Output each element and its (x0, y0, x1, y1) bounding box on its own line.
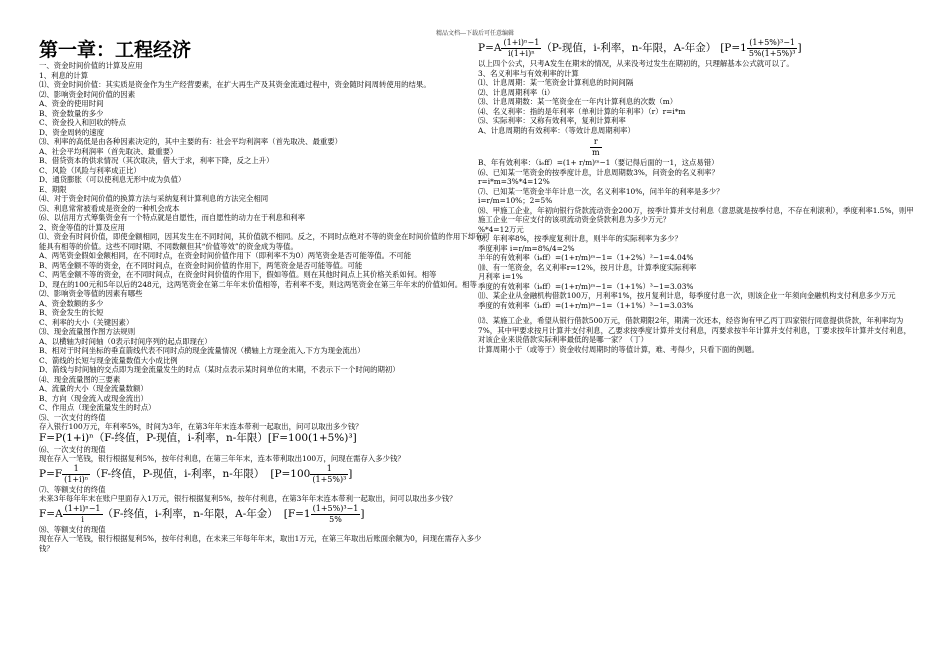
formula-fraction (62, 464, 90, 485)
text-line: C、利率的大小（关键因素） (39, 317, 134, 327)
section-heading: ⑺、等额支付的终值 (39, 484, 106, 494)
text-line: 季度利率 i=r/m=8%/4=2% (478, 243, 575, 253)
text-line: 计算周期小于（或等于）资金收付周期时的等值计算，难、考得少，只看下面的例题。 (478, 344, 759, 354)
text-line: 1、利息的计算 (39, 70, 89, 80)
text-line: i=r/m=10%；2=5% (478, 196, 553, 205)
fraction-denominator: m (592, 148, 600, 157)
text-line: B、借贷资本的供求情况（其次取决，借大于求，利率下降，反之上升） (39, 156, 274, 165)
text-line: ⑷、现金流量图的三要素 (39, 374, 121, 384)
formula-label: F=A (39, 507, 63, 520)
formula-annuity-present (478, 38, 918, 59)
formula-example-prefix: [P=1 (720, 42, 747, 54)
text-line: ⑷、名义利率：指的是年利率（单利计算的年利率）（r）r=i*m (478, 106, 686, 116)
text-line: ⑾、某企业从金融机构借款100万，月利率1%，按月复利计息，每季度付息一次，则该企业一年须向金融机构支付利息多少万元 (478, 291, 896, 300)
text-line: 一、资金时间价值的计算及应用 (39, 61, 143, 70)
example-fraction (747, 38, 798, 59)
left-column (39, 38, 491, 553)
fraction-denominator: i(1+i)ⁿ (501, 48, 541, 59)
text-line: ⑹、以信用方式筹集资金有一个特点就是自愿性，而自愿性的动力在于利息和利率 (39, 213, 306, 222)
text-line: ⑵、影响资金时间价值的因素 (39, 89, 136, 99)
formula-fraction (63, 504, 103, 525)
text-line: %*4=12万元 (478, 224, 524, 234)
text-line: ⑿、某施工企业，希望从银行借款500万元，借款期限2年，期满一次还本，经咨询有甲乙丙丁四家银行同意提供贷款，年利率均为7%，其中甲要求按月计算并支付利息，乙要求按季度计算并支付利息，丙要求按半年计算并支付利息，丁要求按年计算并支付利息，对该企业来说借款实际利率最低的是哪一家？（丁） (478, 316, 911, 344)
text-line: ⑷、对于资金时间价值的换算方法与采纳复利计算利息的方法完全相同 (39, 194, 269, 203)
fraction-numerator: 1 (73, 463, 79, 473)
fraction-numerator: (1+5%)³−1 (749, 38, 796, 47)
text-line: B、相对于时间坐标的垂直箭线代表不同时点的现金流量情况（横轴上方现金流入,下方为现金流出） (39, 346, 365, 355)
formula-label: P=A (478, 42, 502, 54)
text-line: 现在存入一笔钱，银行根据复利5%，按年付利息，在未来三年每年年末，取出1万元，在第三年取出后账面余额为0，问现在需存入多少钱？ (39, 534, 482, 553)
text-line: C、风险（风险与利率成正比） (39, 165, 141, 175)
right-column (478, 38, 918, 354)
formula-example-suffix: ] (360, 507, 365, 520)
text-line: E、期限 (39, 184, 67, 194)
text-line: B、年有效利率：（iₑff）=(1+ r/m)ᵐ−1（要记得后面的一1，这点易错） (478, 158, 719, 167)
formula-example-suffix: ] (797, 42, 802, 54)
example-fraction (310, 464, 348, 485)
example-fraction (311, 504, 361, 525)
text-line: 半年的有效利率（iₑff）=(1+r/m)ᵐ−1=（1+2%）²−1=4.04% (478, 253, 694, 262)
text-line: ⑽、有一笔资金，名义利率r=12%，按月计息，计算季度实际利率 (478, 262, 697, 272)
fraction-denominator: 5% (311, 514, 361, 525)
text-line: B、方向（现金流入或现金流出） (39, 393, 148, 403)
formula-annuity-future (39, 504, 491, 525)
fraction-denominator: (1+i)ⁿ (64, 474, 89, 484)
text-line: ⑼、年利率8%，按季度复利计息，则半年的实际利率为多少？ (478, 234, 682, 243)
text-line: C、两笔金额不等的资金，在不同时间点，在资金时间价值的作用下，假如等值。则在其他时间点上其价格关系如何。相等 (39, 270, 437, 279)
fraction-numerator: r (593, 137, 598, 146)
text-line: r=i*m=3%*4=12% (478, 177, 550, 186)
formula-example-prefix: [F=1 (283, 507, 311, 520)
formula-note: （F-终值，i-利率，n-年限，A-年金） (102, 507, 278, 520)
text-line: A、以横轴为时间轴（0表示时间序列的起点即现在） (39, 336, 212, 346)
text-line: ⑹、已知某一笔资金的按季度计息，计息周期数3%，问资金的名义利率？ (478, 167, 719, 177)
text-line: A、计息周期的有效利率：（等效计息周期利率） (478, 125, 635, 135)
text-line: 未来3年每年年末在账户里面存入1万元，银行根据复利5%，按年付利息，在第3年年末连本带利一起取出，问可以取出多少钱？ (39, 494, 457, 503)
text-line: ⑵、影响资金等值的因素有哪些 (39, 289, 143, 298)
text-line: C、箭线的长短与现金流量数值大小成比例 (39, 355, 178, 365)
text-line: A、两笔资金假如金额相同，在不同时点，在资金时间价值作用下（即利率不为0）两笔资金是否可能等值。不可能 (39, 251, 412, 260)
text-line: ⑴、计息周期：某一笔资金计算利息的时间间隔 (478, 78, 634, 87)
text-line: ⑵、计息周期利率（i） (478, 87, 555, 97)
text-line: B、两笔金额不等的资金，在不同时间点，在资金时间价值的作用下，两笔资金是否可能等值。可能 (39, 260, 363, 270)
text-line: A、流量的大小（现金流量数额） (39, 384, 148, 393)
section-heading: ⑹、一次支付的现值 (39, 444, 106, 454)
text-line: ⑺、已知某一笔资金半年计息一次，名义利率10%，问半年的利率是多少？ (478, 186, 724, 196)
formula-label: P=F (39, 467, 63, 480)
fraction-numerator: (1+5%)³−1 (312, 503, 359, 513)
text-line: 存入银行100万元，年利率5%，时间为3年，在第3年年末连本带利一起取出，问可以取出多少钱？ (39, 422, 363, 431)
text-line: ⑻、甲施工企业，年初向银行贷款流动资金200万，按季计算并支付利息（意思就是按季付息，不存在利滚利），季度利率1.5%，则甲施工企业一年应支付的该项流动资金贷款利息为多少万元？ (478, 205, 914, 224)
page-title: 第一章：工程经济 (39, 39, 192, 61)
text-line: ⑶、计息周期数：某一笔资金在一年内计算利息的次数（m） (478, 97, 678, 106)
text-line: A、资金数额的多少 (39, 298, 104, 308)
fraction-numerator: (1+i)ⁿ−1 (64, 503, 101, 513)
text-line: ⑴、资金有时间价值，即使金额相同，因其发生在不同时间，其价值就不相同。反之，不同时点绝对不等的资金在时间价值的作用下却有可能具有相等的价值。这些不同时期、不同数额但其“价值等效”的资金成为等值。 (39, 232, 490, 251)
text-line: 季度的有效利率（iₑff）=(1+r/m)ᵐ−1=（1+1%）³−1=3.03% (478, 300, 694, 310)
formula-example-suffix: ] (348, 467, 353, 480)
text-line: C、资金投入和回收的特点 (39, 118, 126, 127)
text-line: A、社会平均利润率（首先取决、最重要） (39, 146, 178, 156)
section-heading: ⑻、等额支付的现值 (39, 524, 106, 534)
text-line: 现在存入一笔钱，银行根据复利5%，按年付利息，在第三年年末，连本带利取出100万，问现在需存入多少钱？ (39, 454, 405, 463)
text-line: ⑴、资金时间价值：其实质是资金作为生产经营要素，在扩大再生产及其资金流通过程中，资金随时间周转使用的结果。 (39, 80, 431, 89)
fraction-numerator: 1 (326, 463, 332, 473)
text-line: ⑸、实际利率：又称有效利率，复利计算利率 (478, 116, 626, 125)
text-line: 月利率 i=1% (478, 272, 523, 281)
text-line: D、箭线与时间轴的交点即为现金流量发生的时点（某时点表示某时间单位的末期，不表示下一个时间的期初） (39, 365, 400, 374)
text-line: 以上四个公式，只考A发生在期末的情况，从来没考过发生在期初的，只理解基本公式就可以了。 (478, 59, 794, 68)
text-line: B、资金数量的多少 (39, 108, 104, 118)
text-line: 季度的有效利率（iₑff）=(1+r/m)ᵐ−1=（1+1%）³−1=3.03% (478, 281, 694, 291)
text-line: ⑶、利率的高低是由各种因素决定的，其中主要的有：社会平均利润率（首先取决、最重要） (39, 137, 343, 146)
header-note: 精品文档---下载后可任意编辑 (435, 30, 515, 37)
text-line: 3、名义利率与有效利率的计算 (478, 68, 579, 78)
fraction-denominator: i (63, 514, 103, 525)
text-line: C、作用点（现金流量发生的时点） (39, 403, 156, 412)
text-line: ⑸、利息常常被看成是资金的一种机会成本 (39, 203, 180, 213)
formula-example-prefix: [P=100 (270, 467, 311, 480)
text-line: ⑶、现金流量图作图方法规则 (39, 327, 136, 336)
effective-rate-formula (478, 137, 918, 158)
text-line: 2、资金等值的计算及应用 (39, 222, 126, 232)
text-line: D、现在的100元和5年以后的248元，这两笔资金在第二年年末价值相等，若利率不变，则这两笔资金在第三年年末的价值如何。相等 (39, 279, 477, 289)
formula-note: （P-现值，i-利率，n-年限，A-年金） (541, 42, 717, 54)
formula-fraction (501, 38, 541, 59)
formula-present-value (39, 464, 491, 485)
text-line: D、通货膨胀（可以使利息无形中成为负值） (39, 175, 186, 184)
formula-note: （F-终值，P-现值，i-利率，n-年限） (90, 467, 265, 480)
text-line: ⑸、一次支付的终值 (39, 412, 106, 422)
text-line: B、资金发生的长短 (39, 308, 104, 317)
formula-future-value: F=P(1+i)ⁿ（F-终值，P-现值，i-利率，n-年限）[F=100(1+5%)³] (39, 431, 357, 444)
fraction-denominator: 5%(1+5%)³ (748, 49, 796, 58)
fraction-denominator: (1+5%)³ (312, 474, 347, 484)
formula-fraction (590, 137, 602, 158)
text-line: D、资金周转的速度 (39, 127, 105, 137)
text-line: A、资金的使用时间 (39, 99, 104, 108)
fraction-numerator: (1+i)ⁿ−1 (503, 38, 540, 47)
